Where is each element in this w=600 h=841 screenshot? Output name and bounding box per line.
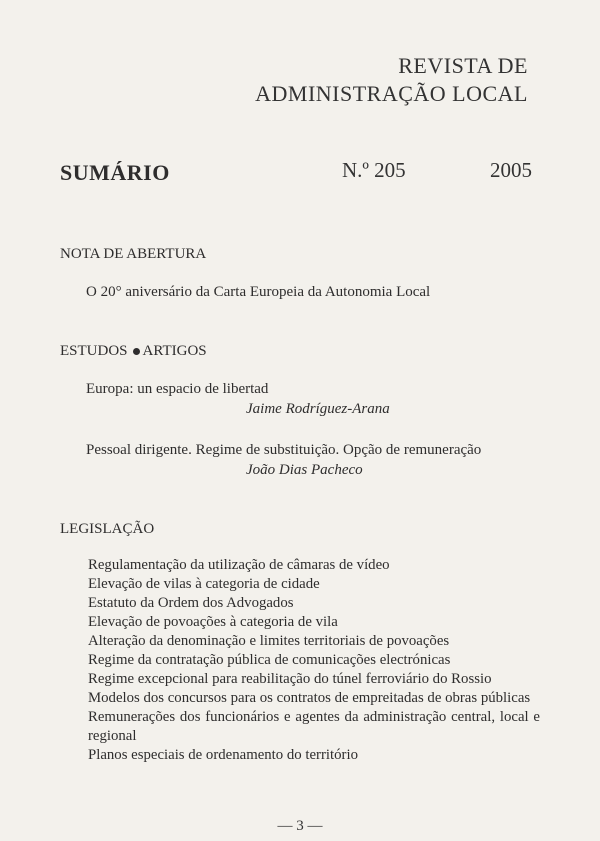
list-item: Modelos dos concursos para os contratos de empreitadas de obras públicas [88,690,531,706]
artigos-label: ARTIGOS [142,343,207,359]
list-item: Elevação de vilas à categoria de cidade [88,576,320,592]
list-item: Regulamentação da utilização de câmaras de vídeo [88,557,390,573]
list-item: Regime excepcional para reabilitação do túnel ferroviário do Rossio [88,671,492,687]
article-author: Jaime Rodríguez-Arana [246,401,390,417]
list-item: Elevação de povoações à categoria de vila [88,614,338,630]
list-item: Remunerações dos funcionários e agentes da administração central, local e regional [88,709,540,744]
estudos-label: ESTUDOS [60,343,128,359]
bullet-icon [133,348,140,355]
list-item: Regime da contratação pública de comunicações electrónicas [88,652,451,668]
issue-year: 2005 [490,158,532,182]
journal-title-line1: REVISTA DE [398,53,528,78]
page-number: — 3 — [277,818,323,834]
section-heading-estudos [60,343,207,360]
section-heading-nota: NOTA DE ABERTURA [60,246,207,262]
legislation-list [88,556,540,765]
issue-number: N.º 205 [342,158,406,182]
journal-title [255,52,528,108]
article-author: João Dias Pacheco [246,462,363,478]
article-title: Europa: un espacio de libertad [86,381,269,397]
list-item: Estatuto da Ordem dos Advogados [88,595,294,611]
summary-header [60,158,532,188]
list-item: Planos especiais de ordenamento do território [88,747,358,763]
journal-title-line2: ADMINISTRAÇÃO LOCAL [255,81,528,106]
summary-title: SUMÁRIO [60,160,170,185]
nota-item: O 20° aniversário da Carta Europeia da Autonomia Local [86,284,431,300]
section-heading-legislacao: LEGISLAÇÃO [60,521,155,537]
list-item: Alteração da denominação e limites territoriais de povoações [88,633,450,649]
article-title: Pessoal dirigente. Regime de substituição. Opção de remuneração [86,442,482,458]
